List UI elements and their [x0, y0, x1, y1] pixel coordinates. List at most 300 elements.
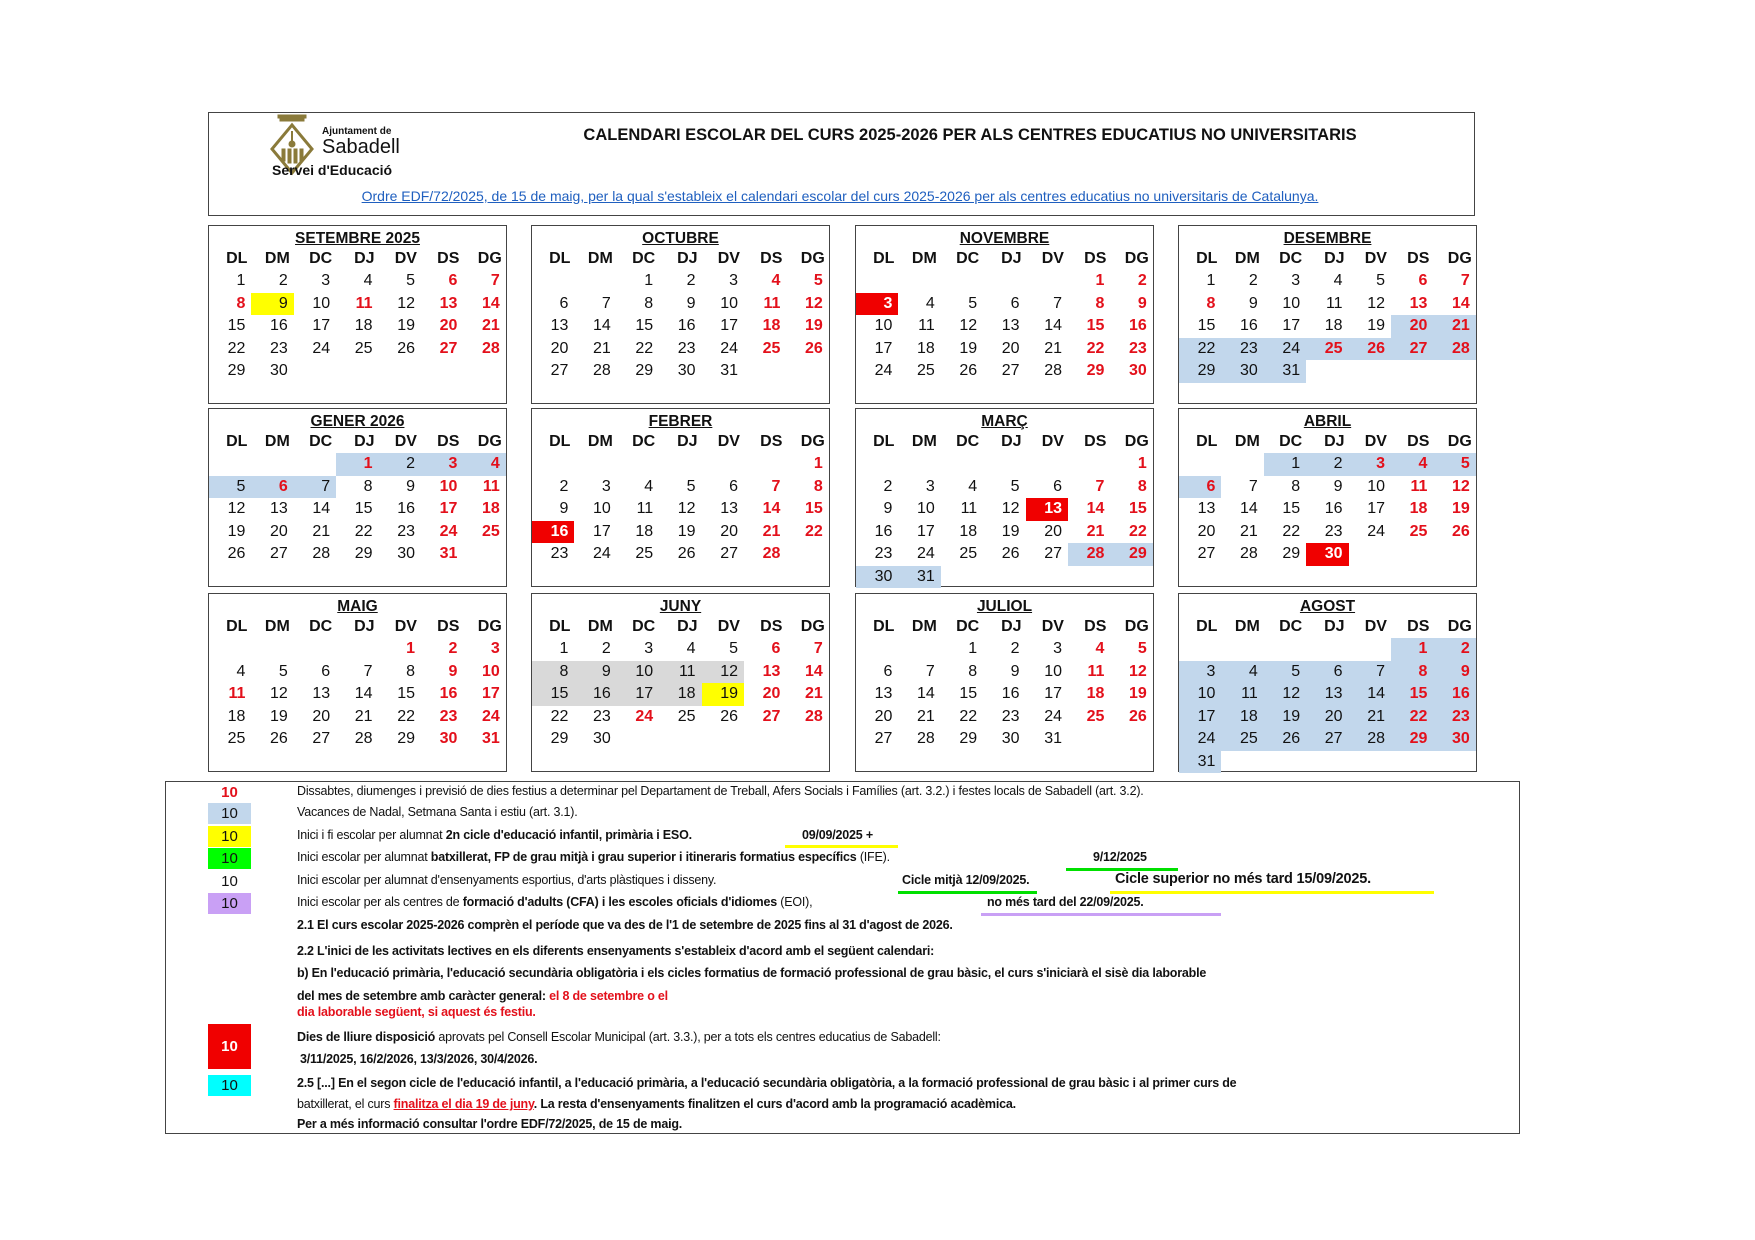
day-cell: 25: [481, 522, 500, 540]
day-cell: 22: [1282, 522, 1301, 540]
day-cell: 20: [762, 685, 781, 702]
day-cell: 23: [1221, 338, 1263, 361]
day-cell: 5: [1264, 661, 1306, 684]
day-cell: 13: [1306, 683, 1348, 706]
day-cell: 18: [635, 522, 654, 540]
weekday-header: DM: [264, 618, 290, 635]
day-cell: 27: [1306, 728, 1348, 751]
weekday-header: DS: [1407, 618, 1430, 635]
month-name: AGOST: [1299, 598, 1356, 615]
day-cell: 5: [278, 662, 288, 680]
page-title: CALENDARI ESCOLAR DEL CURS 2025-2026 PER ALS CENTRES EDUCATIUS NO UNIVERSITARIS: [583, 126, 1357, 144]
day-cell: 13: [720, 500, 738, 517]
day-cell: 29: [1110, 543, 1152, 566]
weekday-header: DM: [911, 618, 937, 635]
weekday-header: DM: [1234, 250, 1260, 267]
day-cell: 2: [1248, 272, 1258, 289]
day-cell: 15: [1086, 317, 1105, 334]
day-cell: 14: [1044, 317, 1062, 334]
day-cell: 1: [236, 272, 246, 289]
day-cell: 21: [592, 339, 611, 357]
day-cell: 4: [463, 453, 505, 476]
day-cell: 15: [1128, 500, 1147, 517]
day-cell: 18: [1086, 685, 1105, 702]
day-cell: 4: [363, 272, 373, 289]
day-cell: 9: [1433, 661, 1475, 684]
day-cell: 21: [916, 707, 935, 725]
day-cell: 19: [702, 683, 744, 706]
day-cell: 26: [1128, 707, 1147, 725]
day-cell: 27: [874, 730, 893, 747]
day-cell: 21: [1086, 522, 1105, 540]
day-cell: 24: [1179, 728, 1221, 751]
day-cell: 10: [617, 661, 659, 684]
weekday-header: DG: [800, 433, 825, 450]
weekday-header: DC: [632, 433, 656, 450]
day-cell: 9: [1137, 294, 1147, 312]
day-cell: 25: [762, 339, 781, 357]
article-2-2-b-red: dia laborable següent, si aquest és festiu.: [297, 1005, 536, 1019]
day-cell: 17: [916, 522, 935, 540]
day-cell: 26: [804, 339, 823, 357]
day-cell: 22: [550, 707, 569, 725]
day-cell: 10: [1282, 294, 1301, 312]
day-cell: 13: [874, 685, 893, 702]
day-cell: 4: [771, 272, 781, 289]
day-cell: 7: [1248, 477, 1258, 495]
day-cell: 20: [269, 522, 288, 540]
day-cell: 28: [312, 545, 331, 562]
day-cell: 3: [321, 272, 331, 289]
day-cell: 2: [1306, 453, 1348, 476]
day-cell: 23: [592, 707, 611, 725]
weekday-header: DM: [911, 433, 937, 450]
day-cell: 5: [729, 640, 738, 657]
day-cell: 12: [959, 317, 978, 334]
day-cell: 15: [1282, 500, 1301, 517]
day-cell: 13: [269, 500, 288, 517]
day-cell: 4: [925, 294, 935, 312]
day-cell: 10: [481, 662, 500, 680]
day-cell: 21: [354, 707, 373, 725]
weekday-header: DL: [226, 618, 248, 635]
day-cell: 18: [1409, 500, 1428, 517]
cicle-mitja-date: Cicle mitjà 12/09/2025.: [902, 873, 1030, 887]
day-cell: 3: [601, 477, 611, 495]
day-cell: 7: [490, 272, 500, 289]
day-cell: 11: [636, 500, 654, 517]
day-cell: 17: [1282, 317, 1301, 334]
day-cell: 27: [1391, 338, 1433, 361]
day-cell: 21: [1239, 522, 1258, 540]
legend-swatch-holiday: 10: [221, 784, 238, 801]
legend-swatch-arts: 10: [221, 873, 238, 890]
day-cell: 22: [804, 522, 823, 540]
day-cell: 31: [439, 545, 458, 562]
day-cell: 17: [1367, 500, 1385, 517]
day-cell: 6: [1418, 272, 1428, 289]
day-cell: 30: [397, 545, 415, 562]
day-cell: 30: [856, 566, 898, 589]
day-cell: 24: [1264, 338, 1306, 361]
legend-arts-text: Inici escolar per alumnat d'ensenyaments esportius, d'arts plàstiques i disseny.: [297, 873, 717, 887]
weekday-header: DG: [800, 618, 825, 635]
weekday-header: DM: [1234, 433, 1260, 450]
start-date-infantil: 09/09/2025 +: [802, 828, 873, 842]
day-cell: 2: [601, 640, 611, 657]
day-cell: 4: [1333, 272, 1343, 289]
day-cell: 6: [321, 662, 331, 680]
article-2-2: 2.2 L'inici de les activitats lectives en els diferents ensenyaments s'estableix d'acord amb el següent calendari:: [297, 944, 935, 958]
day-cell: 27: [1001, 362, 1020, 379]
day-cell: 1: [406, 640, 415, 657]
legend-start-end-text: [297, 828, 692, 842]
day-cell: 22: [397, 707, 415, 725]
day-cell: 9: [1333, 477, 1343, 495]
day-cell: 21: [1349, 706, 1391, 729]
day-cell: 18: [354, 317, 373, 334]
day-cell: 30: [1306, 543, 1348, 566]
day-cell: 6: [1010, 294, 1020, 312]
day-cell: 24: [439, 522, 458, 540]
day-cell: 27: [269, 545, 288, 562]
month-name: OCTUBRE: [642, 230, 719, 247]
day-cell: 15: [1391, 683, 1433, 706]
day-cell: 11: [918, 317, 935, 334]
day-cell: 4: [644, 477, 654, 495]
day-cell: 2: [686, 272, 696, 289]
month-name: JULIOL: [976, 598, 1033, 615]
month-7: [1178, 408, 1477, 587]
day-cell: 25: [1306, 338, 1348, 361]
day-cell: 6: [883, 662, 893, 680]
day-cell: 20: [1391, 315, 1433, 338]
day-cell: 17: [481, 685, 500, 702]
day-cell: 2: [379, 453, 421, 476]
weekday-header: DS: [760, 433, 783, 450]
day-cell: 15: [1197, 317, 1216, 334]
weekday-header: DC: [1279, 433, 1303, 450]
month-4: [208, 408, 507, 587]
day-cell: 21: [1044, 339, 1062, 357]
day-cell: 30: [439, 730, 458, 747]
day-cell: 10: [312, 294, 331, 312]
green-underline: [898, 891, 1037, 894]
day-cell: 17: [720, 317, 738, 334]
article-2-5: 2.5 [...] En el segon cicle de l'educació infantil, a l'educació primària, a l'educació secundària obligatòria, a la formació professional de grau bàsic i al primer curs de: [297, 1076, 1237, 1090]
day-cell: 12: [397, 294, 415, 312]
month-8: [208, 593, 507, 772]
day-cell: 12: [677, 500, 696, 517]
day-cell: 24: [1044, 707, 1062, 725]
day-cell: 6: [1179, 476, 1221, 499]
day-cell: 28: [1239, 545, 1258, 562]
day-cell: 26: [1001, 545, 1020, 562]
day-cell: 1: [813, 455, 823, 472]
day-cell: 15: [635, 317, 654, 334]
weekday-header: DJ: [1001, 250, 1022, 267]
day-cell: 26: [269, 730, 288, 747]
weekday-header: DJ: [1324, 433, 1345, 450]
day-cell: 14: [312, 500, 331, 517]
weekday-header: DM: [264, 250, 290, 267]
legend-swatch-adults: 10: [208, 893, 251, 914]
day-cell: 1: [1391, 638, 1433, 661]
month-name: FEBRER: [648, 413, 713, 430]
day-cell: 30: [1221, 360, 1263, 383]
day-cell: 11: [1410, 477, 1428, 495]
day-cell: 6: [559, 294, 569, 312]
day-cell: 17: [312, 317, 331, 334]
day-cell: 27: [762, 707, 781, 725]
day-cell: 8: [813, 477, 823, 495]
weekday-header: DV: [1041, 250, 1064, 267]
weekday-header: DJ: [677, 433, 698, 450]
month-0: [208, 225, 507, 404]
weekday-header: DC: [309, 618, 333, 635]
day-cell: 3: [490, 640, 500, 657]
weekday-header: DM: [911, 250, 937, 267]
weekday-header: DM: [587, 250, 613, 267]
legend-swatch-free-day: 10: [208, 1024, 251, 1069]
day-cell: 5: [968, 294, 978, 312]
cicle-superior-date: Cicle superior no més tard 15/09/2025.: [1115, 871, 1371, 887]
free-days-dates: 3/11/2025, 16/2/2026, 13/3/2026, 30/4/2026.: [300, 1052, 538, 1066]
day-cell: 2: [278, 272, 288, 289]
day-cell: 4: [1095, 640, 1105, 657]
day-cell: 15: [804, 500, 823, 517]
day-cell: 6: [251, 476, 293, 499]
day-cell: 6: [1306, 661, 1348, 684]
day-cell: 7: [1053, 294, 1062, 312]
day-cell: 27: [1044, 545, 1062, 562]
day-cell: 29: [1282, 545, 1301, 562]
day-cell: 10: [874, 317, 893, 334]
day-cell: 20: [1197, 522, 1216, 540]
day-cell: 8: [1291, 477, 1301, 495]
day-cell: 5: [406, 272, 415, 289]
weekday-header: DV: [1364, 433, 1387, 450]
month-name: GENER 2026: [310, 413, 405, 430]
day-cell: 16: [1433, 683, 1475, 706]
day-cell: 8: [1206, 294, 1216, 312]
day-cell: 11: [355, 294, 373, 312]
day-cell: 21: [804, 685, 823, 702]
day-cell: 28: [1044, 362, 1062, 379]
day-cell: 11: [1221, 683, 1263, 706]
day-cell: 23: [1433, 706, 1475, 729]
weekday-header: DG: [1124, 250, 1149, 267]
day-cell: 28: [481, 339, 500, 357]
day-cell: 12: [1451, 477, 1470, 495]
day-cell: 30: [1001, 730, 1020, 747]
text: Inici escolar per als centres de: [297, 895, 463, 909]
day-cell: 8: [968, 662, 978, 680]
day-cell: 23: [397, 522, 415, 540]
text-bold: Dies de lliure disposició: [297, 1030, 436, 1044]
weekday-header: DS: [1407, 250, 1430, 267]
weekday-header: DJ: [354, 433, 375, 450]
day-cell: 18: [1324, 317, 1343, 334]
day-cell: 29: [397, 730, 415, 747]
day-cell: 16: [574, 683, 616, 706]
day-cell: 17: [617, 683, 659, 706]
weekday-header: DG: [477, 250, 502, 267]
weekday-header: DL: [873, 618, 895, 635]
weekday-header: DV: [1041, 433, 1064, 450]
day-cell: 9: [559, 500, 569, 517]
day-cell: 18: [1221, 706, 1263, 729]
day-cell: 13: [1001, 317, 1020, 334]
day-cell: 18: [762, 317, 781, 334]
day-cell: 6: [1053, 477, 1062, 495]
day-cell: 16: [397, 500, 415, 517]
day-cell: 5: [1137, 640, 1147, 657]
weekday-header: DS: [760, 618, 783, 635]
month-name: SETEMBRE 2025: [295, 230, 420, 247]
day-cell: 9: [1248, 294, 1258, 312]
day-cell: 17: [592, 522, 611, 540]
day-cell: 17: [1044, 685, 1062, 702]
day-cell: 20: [439, 317, 458, 334]
day-cell: 30: [269, 362, 288, 379]
day-cell: 2: [1433, 638, 1475, 661]
day-cell: 16: [1239, 317, 1258, 334]
logo-caption-small: Ajuntament de: [322, 126, 392, 137]
month-9: [531, 593, 830, 772]
month-name: MARÇ: [981, 413, 1028, 430]
adults-date: no més tard del 22/09/2025.: [987, 895, 1144, 909]
day-cell: 16: [439, 685, 458, 702]
day-cell: 23: [439, 707, 458, 725]
day-cell: 23: [1324, 522, 1343, 540]
day-cell: 3: [421, 453, 463, 476]
day-cell: 25: [916, 362, 935, 379]
text: aprovats pel Consell Escolar Municipal (art. 3.3.), per a tots els centres educatius de Sabadell:: [435, 1030, 941, 1044]
text: del mes de setembre amb caràcter general:: [297, 989, 550, 1003]
weekday-header: DC: [309, 433, 333, 450]
day-cell: 12: [1128, 662, 1147, 680]
day-cell: 18: [959, 522, 978, 540]
day-cell: 10: [1179, 683, 1221, 706]
weekday-header: DL: [226, 250, 248, 267]
weekday-header: DL: [1196, 618, 1218, 635]
day-cell: 28: [762, 545, 781, 562]
day-cell: 20: [1044, 522, 1062, 540]
text-bold: formació d'adults (CFA) i les escoles oficials d'idiomes: [462, 895, 777, 909]
day-cell: 22: [1086, 339, 1105, 357]
weekday-header: DL: [873, 433, 895, 450]
day-cell: 20: [550, 339, 569, 357]
day-cell: 3: [644, 640, 654, 657]
month-name: JUNY: [659, 598, 702, 615]
day-cell: 26: [227, 545, 246, 562]
day-cell: 3: [1349, 453, 1391, 476]
day-cell: 11: [1087, 662, 1105, 680]
day-cell: 16: [1324, 500, 1343, 517]
text-bold: batxillerat, FP de grau mitjà i grau superior i itineraris formatius específics: [430, 850, 857, 864]
weekday-header: DG: [800, 250, 825, 267]
day-cell: 11: [1325, 294, 1343, 312]
weekday-header: DL: [873, 250, 895, 267]
weekday-header: DC: [1279, 250, 1303, 267]
day-cell: 9: [448, 662, 458, 680]
purple-underline: [981, 913, 1221, 916]
day-cell: 12: [1367, 294, 1385, 312]
day-cell: 3: [856, 293, 898, 316]
end-date-link[interactable]: finalitza el dia 19 de juny: [393, 1097, 534, 1111]
day-cell: 17: [1179, 706, 1221, 729]
day-cell: 12: [702, 661, 744, 684]
day-cell: 14: [592, 317, 611, 334]
day-cell: 20: [1306, 706, 1348, 729]
day-cell: 14: [916, 685, 935, 702]
day-cell: 26: [1264, 728, 1306, 751]
day-cell: 14: [481, 294, 500, 312]
weekday-header: DL: [549, 250, 571, 267]
weekday-header: DV: [717, 618, 740, 635]
order-link[interactable]: Ordre EDF/72/2025, de 15 de maig, per la qual s'estableix el calendari escolar del curs 2025-2026 per als centres educatius no universitaris de Catalunya.: [361, 188, 1319, 204]
day-cell: 18: [916, 339, 935, 357]
day-cell: 26: [1349, 338, 1391, 361]
day-cell: 5: [686, 477, 696, 495]
weekday-header: DV: [717, 250, 740, 267]
day-cell: 12: [227, 500, 246, 517]
day-cell: 30: [1433, 728, 1475, 751]
day-cell: 28: [1433, 338, 1475, 361]
day-cell: 3: [925, 477, 935, 495]
text: batxillerat, el curs: [297, 1097, 394, 1111]
day-cell: 29: [354, 545, 373, 562]
day-cell: 24: [720, 339, 738, 357]
month-name: DESEMBRE: [1283, 230, 1372, 247]
day-cell: 23: [874, 545, 893, 562]
weekday-header: DL: [1196, 250, 1218, 267]
day-cell: 25: [635, 545, 654, 562]
weekday-header: DS: [1084, 433, 1107, 450]
day-cell: 9: [1010, 662, 1020, 680]
weekday-header: DL: [1196, 433, 1218, 450]
day-cell: 9: [686, 294, 696, 312]
weekday-header: DV: [394, 250, 417, 267]
day-cell: 27: [439, 339, 458, 357]
weekday-header: DC: [632, 250, 656, 267]
day-cell: 6: [448, 272, 458, 289]
text-red: el 8 de setembre o el: [549, 989, 668, 1003]
day-cell: 10: [916, 500, 935, 517]
day-cell: 29: [635, 362, 654, 379]
day-cell: 25: [1409, 522, 1428, 540]
legend-adults-text: [297, 895, 812, 909]
day-cell: 25: [227, 730, 246, 747]
day-cell: 23: [1001, 707, 1020, 725]
day-cell: 1: [559, 640, 569, 657]
day-cell: 8: [236, 294, 246, 312]
day-cell: 5: [1433, 453, 1475, 476]
day-cell: 31: [1044, 730, 1062, 747]
weekday-header: DS: [437, 433, 460, 450]
day-cell: 30: [677, 362, 696, 379]
legend-vacation-text: Vacances de Nadal, Setmana Santa i estiu (art. 3.1).: [297, 805, 578, 819]
month-name: ABRIL: [1303, 413, 1352, 430]
month-2: [855, 225, 1154, 404]
legend-swatch-vacation: 10: [208, 803, 251, 824]
day-cell: 22: [1128, 522, 1147, 540]
day-cell: 21: [762, 522, 781, 540]
day-cell: 13: [1197, 500, 1216, 517]
day-cell: 2: [559, 477, 569, 495]
day-cell: 9: [251, 293, 293, 316]
